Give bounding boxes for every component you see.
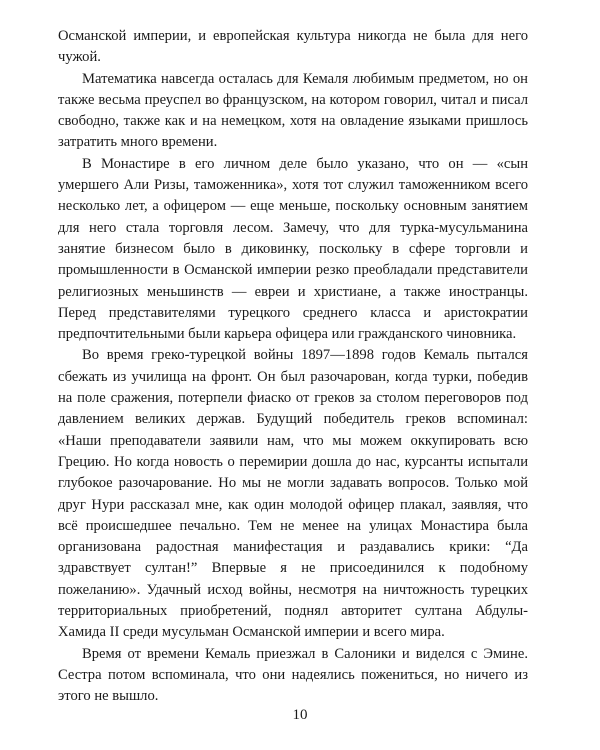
paragraph-2: Математика навсегда осталась для Кемаля любимым предметом, но он также весьма преуспел во французском, на котором говорил, читал и писал свободно, также как и на немецком, хотя на овладение языками пришлось затратить много времени.	[58, 70, 528, 151]
paragraph-3: В Монастире в его личном деле было указано, что он — «сын умершего Али Ризы, таможенника», хотя тот служил таможенником всего несколько лет, а офицером — еще меньше, поскольку основным занятием для него стала торговля лесом. Замечу, что для турка-мусульманина занятие бизнесом было в диковинку, поскольку в сфере торговли и промышленности в Османской империи резко преобладали представители религиозных меньшинств — евреи и христиане, а также иностранцы. Перед представителями турецкого среднего класса и аристократии предпочтительными были карьера офицера или гражданского чиновника.	[58, 155, 528, 343]
paragraph-1: Османской империи, и европейская культура никогда не была для него чужой.	[58, 28, 528, 66]
paragraph-4: Во время греко-турецкой войны 1897—1898 годов Кемаль пытался сбежать из училища на фронт. Он был разочарован, когда турки, победив на поле сражения, потерпели фиаско от греков за столом переговоров под давлением великих держав. Будущий победитель греков вспоминал: «Наши преподаватели заявили нам, что мы можем оккупировать всю Грецию. Но когда новость о перемирии дошла до нас, курсанты испытали глубокое разочарование. Но мы не могли задавать вопросов. Только мой друг Нури рассказал мне, как один молодой офицер плакал, заявляя, что всё происшедшее печально. Тем не менее на улицах Монастира была организована радостная манифестация и раздавались крики: “Да здравствует султан!” Впервые я не присоединился к подобному пожеланию». Удачный исход войны, несмотря на ничтожность турецких территориальных приобретений, поднял авторитет султана Абдулы-Хамида II среди мусульман Османской империи и всего мира.	[58, 347, 528, 641]
page-number: 10	[292, 707, 308, 723]
paragraph-5: Время от времени Кемаль приезжал в Салоники и виделся с Эмине. Сестра потом вспоминала, что они надеялись пожениться, но ничего из этого не вышло.	[58, 645, 528, 705]
body-text	[58, 26, 528, 708]
